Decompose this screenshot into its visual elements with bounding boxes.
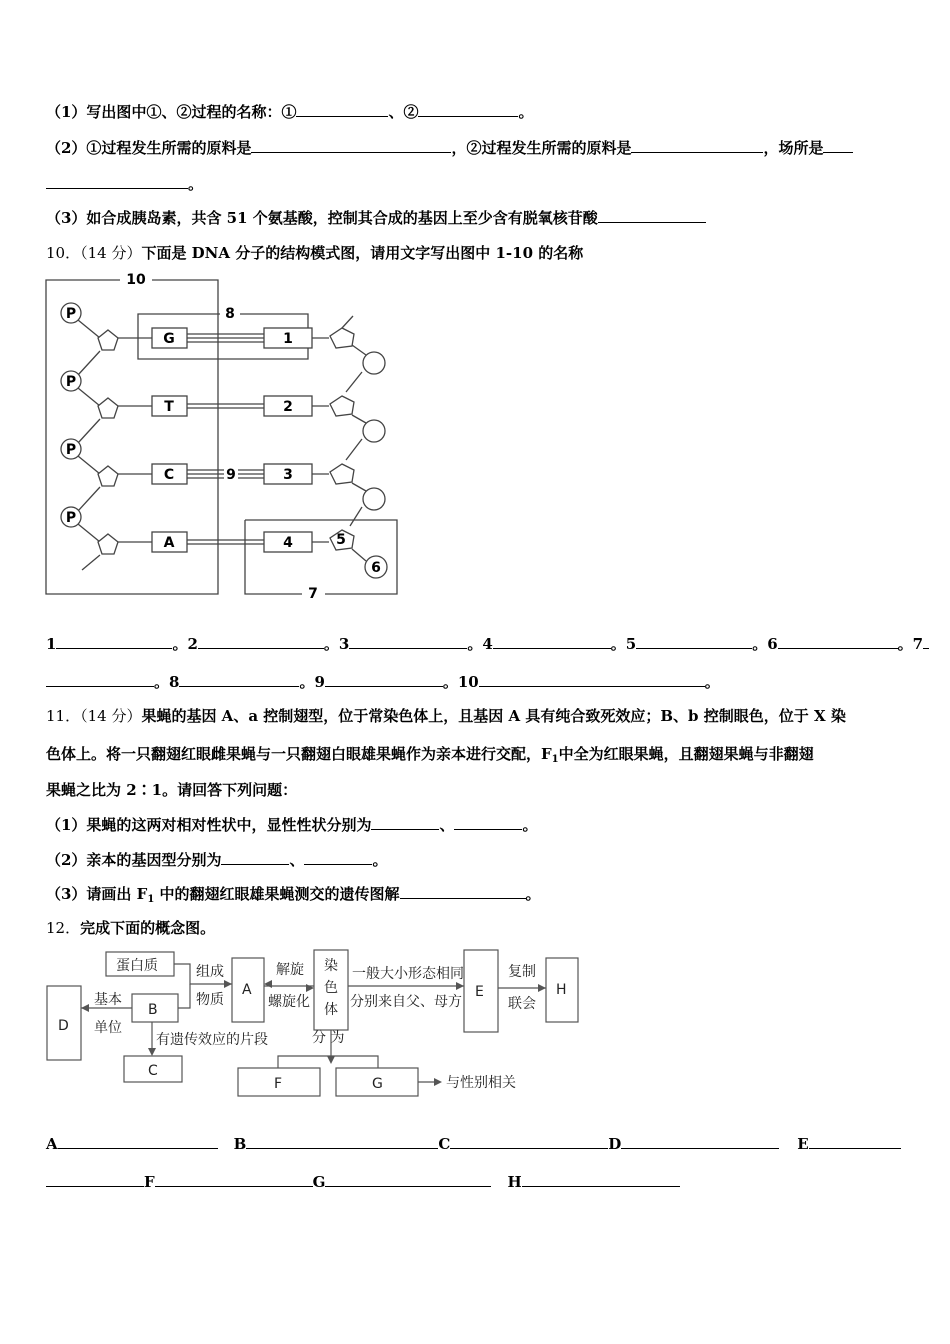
q10-answers-row1: 1 。2 。3 。4 。5 。6 。7 bbox=[46, 634, 929, 654]
answer-blank[interactable] bbox=[325, 672, 443, 687]
answer-blank[interactable] bbox=[823, 138, 853, 153]
answer-blank[interactable] bbox=[631, 138, 763, 153]
concept-compose: 组成 bbox=[196, 964, 224, 980]
concept-B: B bbox=[148, 1002, 158, 1018]
phosphate-label: P bbox=[65, 306, 77, 322]
sugar-pentagon bbox=[330, 328, 354, 348]
answer-blank[interactable] bbox=[155, 1172, 313, 1187]
concept-map-diagram bbox=[40, 944, 600, 1104]
concept-unit: 单位 bbox=[94, 1020, 122, 1036]
sugar-pentagon bbox=[98, 466, 118, 486]
label-7: 7 bbox=[308, 586, 318, 602]
concept-D: D bbox=[58, 1018, 69, 1034]
concept-unwind: 解旋 bbox=[276, 962, 304, 978]
base-right: 4 bbox=[283, 535, 293, 551]
answer-blank[interactable] bbox=[304, 850, 372, 865]
sugar-pentagon bbox=[98, 330, 118, 350]
q9-part1: （1）写出图中①、②过程的名称：① 、② 。 bbox=[46, 103, 534, 121]
answer-blank[interactable] bbox=[636, 634, 752, 649]
concept-synapsis: 联会 bbox=[508, 996, 536, 1012]
answer-blank[interactable] bbox=[198, 634, 324, 649]
q11-line3: 果蝇之比为 2∶1。请回答下列问题： bbox=[46, 781, 298, 799]
answer-blank[interactable] bbox=[58, 1134, 218, 1149]
answer-blank[interactable] bbox=[179, 672, 299, 687]
answer-blank[interactable] bbox=[778, 634, 898, 649]
answer-blank[interactable] bbox=[246, 1134, 438, 1149]
base-right: 3 bbox=[283, 467, 293, 483]
q12-answers-row1: A B C D E bbox=[46, 1134, 901, 1154]
answer-blank[interactable] bbox=[809, 1134, 901, 1149]
phosphate-label: P bbox=[65, 374, 77, 390]
q12-heading: 12．完成下面的概念图。 bbox=[46, 919, 216, 937]
concept-matter: 物质 bbox=[196, 992, 224, 1008]
dna-structure-diagram bbox=[40, 268, 410, 608]
q11-part3: （3）请画出 $F_1$ 中的翻翅红眼雄果蝇测交的遗传图解 。 bbox=[46, 885, 541, 905]
concept-same-shape: 一般大小形态相同 bbox=[352, 966, 464, 982]
concept-H: H bbox=[556, 982, 567, 998]
answer-blank[interactable] bbox=[349, 634, 467, 649]
base-left: A bbox=[163, 535, 175, 551]
base-right: 2 bbox=[283, 399, 293, 415]
concept-basic: 基本 bbox=[94, 992, 122, 1008]
phosphate-label: P bbox=[65, 510, 77, 526]
q9-part2-cont: 。 bbox=[46, 174, 203, 194]
q10-answers-row2: 。8 。9 。10 。 bbox=[46, 672, 720, 692]
concept-spiral: 螺旋化 bbox=[268, 994, 310, 1010]
label-6: 6 bbox=[371, 560, 381, 576]
answer-blank[interactable] bbox=[598, 208, 706, 223]
answer-blank[interactable] bbox=[522, 1172, 680, 1187]
answer-blank[interactable] bbox=[400, 884, 526, 899]
base-left: T bbox=[164, 399, 174, 415]
q11-line2: 色体上。将一只翻翅红眼雌果蝇与一只翻翅白眼雄果蝇作为亲本进行交配，$F_1$中全为红眼果蝇，且翻翅果蝇与非翻翅 bbox=[46, 745, 814, 765]
answer-blank[interactable] bbox=[454, 815, 522, 830]
answer-blank[interactable] bbox=[418, 102, 518, 117]
box-10 bbox=[46, 280, 218, 594]
concept-C: C bbox=[148, 1063, 158, 1079]
answer-blank[interactable] bbox=[46, 672, 154, 687]
answer-blank[interactable] bbox=[493, 634, 611, 649]
q10-heading: 10．（14 分）下面是 DNA 分子的结构模式图，请用文字写出图中 1-10 的名称 bbox=[46, 244, 584, 262]
phosphate-label: P bbox=[65, 442, 77, 458]
concept-A: A bbox=[242, 982, 252, 998]
answer-blank[interactable] bbox=[56, 634, 172, 649]
label-5: 5 bbox=[336, 532, 346, 548]
answer-blank[interactable] bbox=[221, 850, 289, 865]
answer-blank[interactable] bbox=[46, 174, 188, 189]
answer-blank[interactable] bbox=[371, 815, 439, 830]
label-10: 10 bbox=[126, 272, 146, 288]
answer-blank[interactable] bbox=[621, 1134, 779, 1149]
q11-part1: （1）果蝇的这两对相对性状中，显性性状分别为 、 。 bbox=[46, 816, 538, 834]
concept-F: F bbox=[274, 1076, 283, 1092]
concept-genetic-segment: 有遗传效应的片段 bbox=[156, 1032, 268, 1048]
answer-blank[interactable] bbox=[479, 672, 705, 687]
phosphate-circle-right bbox=[363, 352, 385, 374]
q12-answers-row2: F G H bbox=[46, 1172, 680, 1192]
answer-blank[interactable] bbox=[296, 102, 388, 117]
answer-blank[interactable] bbox=[46, 1172, 144, 1187]
concept-chromosome-1: 染 bbox=[324, 958, 338, 974]
concept-divide: 分 为 bbox=[312, 1030, 345, 1046]
phosphate-circle-right bbox=[363, 488, 385, 510]
concept-E: E bbox=[475, 984, 484, 1000]
answer-blank[interactable] bbox=[450, 1134, 608, 1149]
q11-line1: 11．（14 分）果蝇的基因 A、a 控制翅型，位于常染色体上，且基因 A 具有纯合致死效应；B、b 控制眼色，位于 X 染 bbox=[46, 707, 846, 725]
base-right: 1 bbox=[283, 331, 293, 347]
concept-protein: 蛋白质 bbox=[116, 958, 158, 974]
concept-G: G bbox=[372, 1076, 383, 1092]
q11-part2: （2）亲本的基因型分别为 、 。 bbox=[46, 851, 388, 869]
q9-part2: （2）①过程发生所需的原料是 ，②过程发生所需的原料是 ，场所是 bbox=[46, 138, 853, 158]
sugar-pentagon bbox=[330, 396, 354, 416]
base-left: C bbox=[163, 467, 175, 483]
answer-blank[interactable] bbox=[923, 634, 929, 649]
concept-from-parents: 分别来自父、母方 bbox=[350, 994, 462, 1010]
answer-blank[interactable] bbox=[325, 1172, 491, 1187]
phosphate-circle-right bbox=[363, 420, 385, 442]
sugar-pentagon bbox=[98, 534, 118, 554]
concept-chromosome-3: 体 bbox=[324, 1002, 338, 1018]
sugar-pentagon bbox=[98, 398, 118, 418]
q9-part3: （3）如合成胰岛素，共含 51 个氨基酸，控制其合成的基因上至少含有脱氧核苷酸 bbox=[46, 208, 706, 228]
concept-replicate: 复制 bbox=[508, 964, 536, 980]
answer-blank[interactable] bbox=[251, 138, 451, 153]
concept-chromosome-2: 色 bbox=[324, 980, 338, 996]
base-left: G bbox=[163, 331, 175, 347]
label-9: 9 bbox=[226, 467, 236, 483]
sugar-pentagon bbox=[330, 464, 354, 484]
label-8: 8 bbox=[225, 306, 235, 322]
concept-sex-related: 与性别相关 bbox=[446, 1075, 516, 1091]
